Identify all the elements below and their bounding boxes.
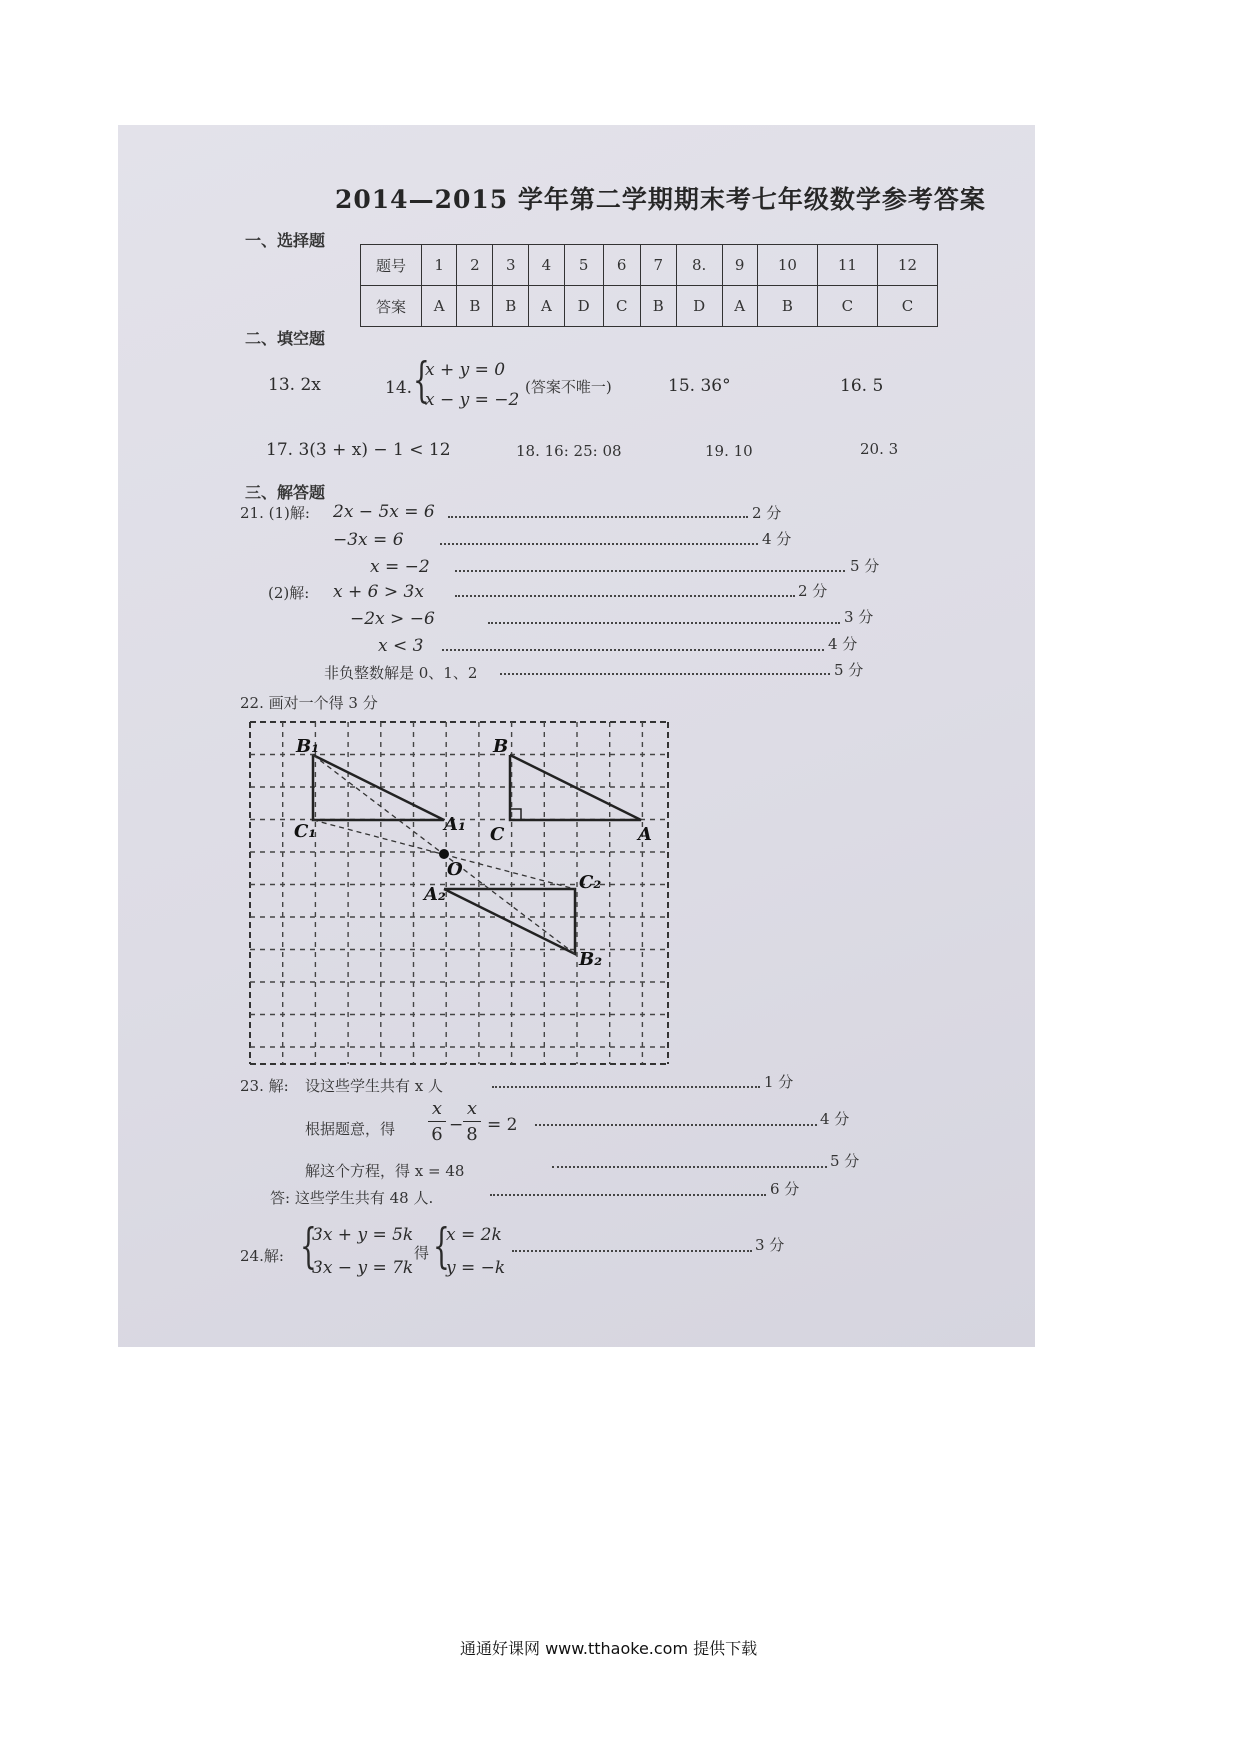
table-cell: 7 — [640, 245, 676, 286]
table-row — [361, 245, 938, 286]
table-cell: C — [877, 286, 937, 327]
q21-p1-line3: x = −2 — [370, 557, 430, 577]
frac-den: 8 — [466, 1124, 478, 1145]
q23-label: 23. 解: — [240, 1077, 289, 1095]
fill-q14-note: (答案不唯一) — [525, 378, 612, 396]
q21-p1-line2: −3x = 6 — [333, 530, 404, 550]
table-cell: D — [564, 286, 603, 327]
leader-dots — [440, 543, 758, 545]
q23-line1: 设这些学生共有 x 人 — [305, 1077, 443, 1095]
q22-grid-figure — [248, 720, 670, 1066]
score: 6 分 — [770, 1180, 800, 1198]
fill-q18: 18. 16: 25: 08 — [516, 442, 622, 460]
section-fill-heading: 二、填空题 — [245, 329, 326, 348]
table-cell: B — [757, 286, 817, 327]
table-cell: 1 — [422, 245, 457, 286]
q24-result2: y = −k — [446, 1258, 506, 1278]
table-cell: B — [640, 286, 676, 327]
table-cell: 5 — [564, 245, 603, 286]
label-b2: B₂ — [579, 949, 603, 970]
frac-num: x — [431, 1098, 443, 1119]
page-title: 2014—2015 学年第二学期期末考七年级数学参考答案 — [335, 185, 986, 214]
label-o: O — [447, 859, 463, 880]
leader-dots — [488, 622, 840, 624]
score: 4 分 — [762, 530, 792, 548]
table-cell: 6 — [603, 245, 640, 286]
label-c: C — [490, 824, 505, 845]
minus-sign: − — [449, 1115, 464, 1135]
leader-dots — [492, 1086, 760, 1088]
score: 1 分 — [764, 1073, 794, 1091]
fill-q17: 17. 3(3 + x) − 1 < 12 — [266, 440, 451, 460]
table-cell: A — [722, 286, 757, 327]
score: 5 分 — [850, 557, 880, 575]
leader-dots — [490, 1194, 766, 1196]
label-b1: B₁ — [296, 736, 320, 757]
table-cell: 4 — [529, 245, 564, 286]
table-cell: C — [603, 286, 640, 327]
fraction-x-over-6 — [428, 1098, 446, 1145]
fill-q16: 16. 5 — [840, 376, 884, 396]
fill-q14-eq2: x − y = −2 — [425, 390, 520, 410]
table-cell: 2 — [457, 245, 493, 286]
leader-dots — [455, 570, 845, 572]
table-cell: A — [529, 286, 564, 327]
section-choice-heading: 一、选择题 — [245, 231, 326, 250]
table-cell: 12 — [877, 245, 937, 286]
fill-q14-eq1: x + y = 0 — [425, 360, 506, 380]
table-cell: B — [493, 286, 529, 327]
fill-q14-number: 14. — [385, 378, 413, 398]
leader-dots — [442, 649, 824, 651]
label-c1: C₁ — [294, 821, 317, 842]
fill-q13: 13. 2x — [268, 375, 321, 395]
equation-rhs: = 2 — [487, 1115, 518, 1135]
q22-label: 22. 画对一个得 3 分 — [240, 694, 378, 712]
label-b: B — [493, 736, 509, 757]
fraction-x-over-8 — [463, 1098, 481, 1145]
leader-dots — [535, 1124, 817, 1126]
fill-q19: 19. 10 — [705, 442, 753, 460]
q21-part1-label: 21. (1)解: — [240, 504, 310, 522]
q21-p2-line4: 非负整数解是 0、1、2 — [324, 664, 478, 682]
header-label-cell: 题号 — [361, 245, 422, 286]
frac-den: 6 — [431, 1124, 443, 1145]
score: 5 分 — [834, 661, 864, 679]
frac-num: x — [466, 1098, 478, 1119]
score: 2 分 — [752, 504, 782, 522]
leader-dots — [448, 516, 748, 518]
table-cell: 3 — [493, 245, 529, 286]
q21-p2-line2: −2x > −6 — [350, 609, 435, 629]
fill-q15: 15. 36° — [668, 376, 731, 396]
label-a2: A₂ — [424, 884, 446, 905]
fill-q20: 20. 3 — [860, 440, 899, 458]
table-cell: D — [676, 286, 722, 327]
q24-eq1: 3x + y = 5k — [312, 1225, 414, 1245]
leader-dots — [512, 1250, 752, 1252]
score: 4 分 — [820, 1110, 850, 1128]
q21-p2-line3: x < 3 — [378, 636, 424, 656]
score: 5 分 — [830, 1152, 860, 1170]
q21-p1-line1: 2x − 5x = 6 — [333, 502, 435, 522]
q24-de: 得 — [414, 1244, 430, 1262]
score: 2 分 — [798, 582, 828, 600]
leader-dots — [500, 673, 830, 675]
footer-source: 通通好课网 www.tthaoke.com 提供下载 — [460, 1639, 758, 1658]
label-a: A — [638, 824, 652, 845]
triangle-a2b2c2 — [444, 889, 575, 954]
label-a1: A₁ — [444, 814, 466, 835]
table-cell: 11 — [817, 245, 877, 286]
table-cell: C — [817, 286, 877, 327]
q23-line2-prefix: 根据题意，得 — [305, 1120, 396, 1138]
table-cell: 9 — [722, 245, 757, 286]
leader-dots — [455, 595, 795, 597]
score: 3 分 — [755, 1236, 785, 1254]
q24-brace-right: { — [433, 1218, 450, 1274]
q23-line3: 解这个方程，得 x = 48 — [305, 1162, 465, 1180]
table-row — [361, 286, 938, 327]
center-point-o — [439, 849, 449, 859]
table-cell: A — [422, 286, 457, 327]
table-cell: 10 — [757, 245, 817, 286]
score: 3 分 — [844, 608, 874, 626]
q24-brace-left: { — [300, 1218, 317, 1274]
q24-result1: x = 2k — [446, 1225, 502, 1245]
q21-p2-line1: x + 6 > 3x — [333, 582, 424, 602]
leader-dots — [552, 1166, 827, 1168]
label-c2: C₂ — [579, 872, 602, 893]
table-cell: B — [457, 286, 493, 327]
answer-label-cell: 答案 — [361, 286, 422, 327]
score: 4 分 — [828, 635, 858, 653]
section-solve-heading: 三、解答题 — [245, 483, 326, 502]
q24-label: 24.解: — [240, 1247, 284, 1265]
q14-brace: { — [413, 352, 430, 408]
q21-part2-label: (2)解: — [268, 584, 310, 602]
table-cell: 8. — [676, 245, 722, 286]
choice-answer-table — [360, 244, 938, 327]
q24-eq2: 3x − y = 7k — [312, 1258, 414, 1278]
q23-answer: 答: 这些学生共有 48 人. — [270, 1189, 434, 1207]
